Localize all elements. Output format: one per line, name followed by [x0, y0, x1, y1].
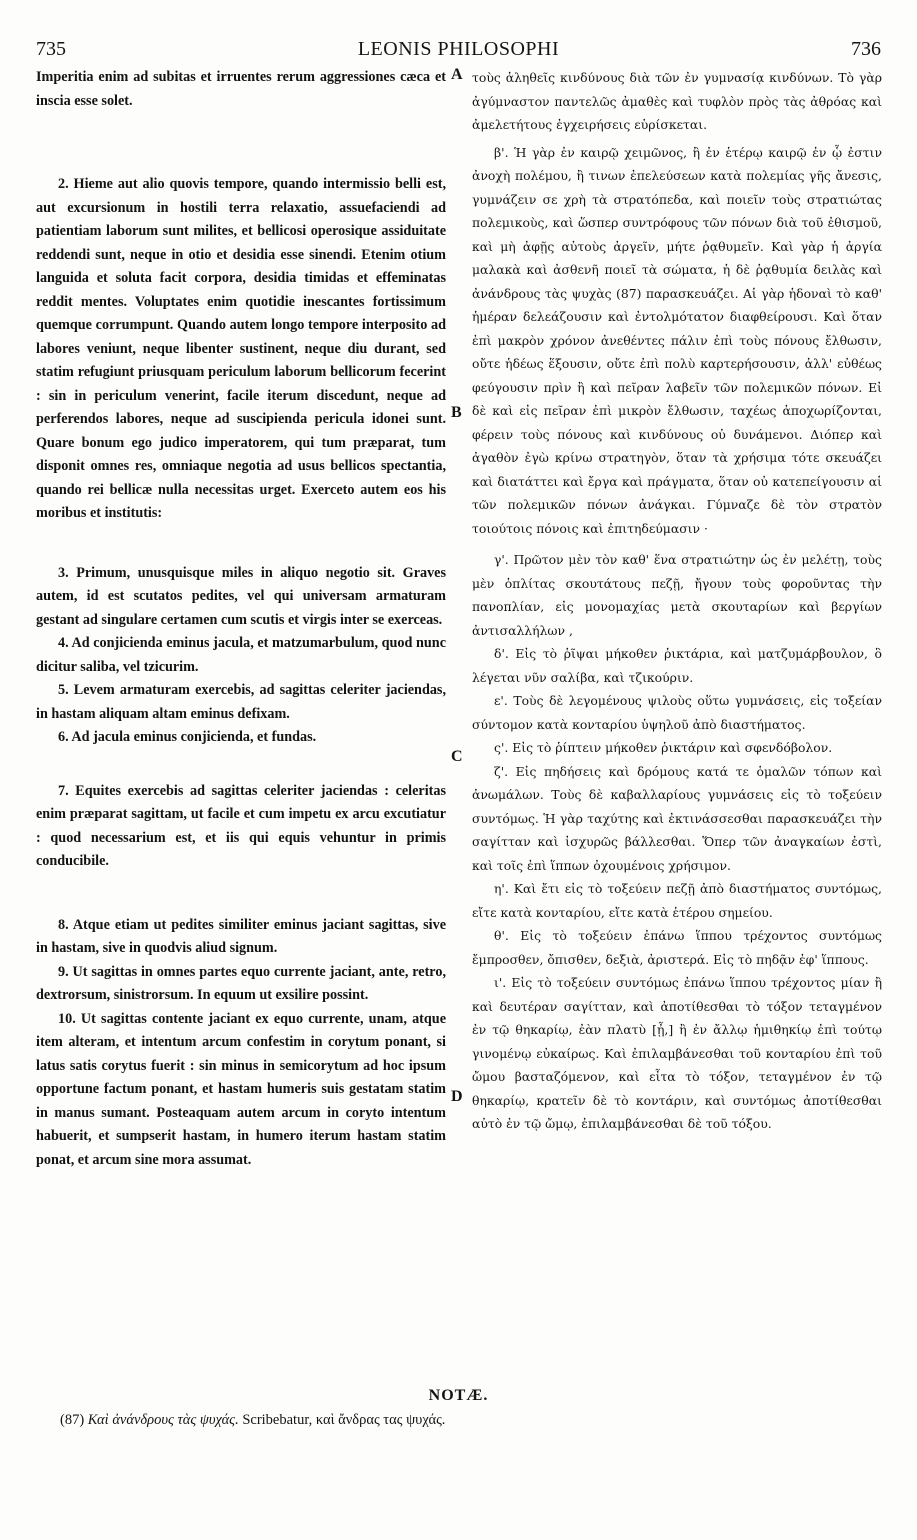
latin-paragraph-5: 5. Levem armaturam exercebis, ad sagittas celeriter jaciendas, in hastam aliquam altam eminus defixam.: [36, 682, 446, 722]
footnote-lemma: Καὶ ἀνάνδρους τὰς ψυχάς.: [87, 1412, 239, 1428]
notes-title: NOTÆ.: [428, 1387, 489, 1404]
latin-column: [36, 66, 446, 1172]
greek-paragraph-0: τοὺς ἀληθεῖς κινδύνους διὰ τῶν ἐν γυμνασίᾳ κινδύνων. Τὸ γὰρ ἀγύμναστον παντελῶς ἀμαθὲς καὶ τυφλὸν πρὸς τὰς ἀθρόας καὶ ἀμελετήτους ἐγχειρήσεις εὑρίσκεται.: [472, 70, 882, 132]
greek-paragraph-4: δ'. Εἰς τὸ ῥῖψαι μήκοθεν ῥικτάρια, καὶ ματζυμάρβουλον, ὃ λέγεται νῦν σαλίβα, καὶ τζικούριν.: [472, 646, 882, 685]
footnote-number: (87): [60, 1412, 85, 1428]
latin-paragraph-0: Imperitia enim ad subitas et irruentes rerum aggressiones cæca et inscia esse solet.: [36, 69, 446, 109]
right-page-number: 736: [851, 38, 881, 60]
margin-letter-b: B: [451, 404, 462, 421]
greek-paragraph-5: ε'. Τοὺς δὲ λεγομένους ψιλοὺς οὕτω γυμνάσεις, εἰς τοξείαν σύντομον κατὰ κονταρίου ὑψηλοῦ ἀπὸ διαστήματος.: [472, 693, 882, 732]
latin-paragraph-4: 4. Ad conjicienda eminus jacula, et matzumarbulum, quod nunc dicitur saliba, vel tzicurim.: [36, 635, 446, 675]
latin-paragraph-8: 8. Atque etiam ut pedites similiter eminus jaciant sagittas, sive in hastam, sive in quodvis aliud signum.: [36, 916, 446, 956]
greek-paragraph-2: β'. Ἡ γὰρ ἐν καιρῷ χειμῶνος, ἢ ἐν ἑτέρῳ καιρῷ ἐν ᾧ ἐστιν ἀνοχὴ πολέμου, ἢ τινων ἐπελεύσεων κατὰ πολεμίας γῆς ἄνεσις, γυμνάζειν σε χρὴ τὰ στρατόπεδα, καὶ ποιεῖν τοὺς στρατιώτας πολεμικοὺς, καὶ ὥσπερ συντρόφους τῶν πόνων διὰ τοῦ ἐθισμοῦ, καὶ μὴ ἀφῇς αὐτοὺς ἀργεῖν, μήτε ῥᾳθυμεῖν. Καὶ γὰρ ἡ ἀργία μαλακὰ καὶ ἀσθενῆ ποιεῖ τὰ σώματα, ἡ δὲ ῥᾳθυμία δειλὰς καὶ ἀνάνδρους τὰς ψυχὰς (87) παρασκευάζει. Αἱ γὰρ ἡδοναὶ τὸ καθ' ἡμέραν δελεάζουσιν καὶ ἐντολμότατον διαφθείρουσι. Καὶ ὅταν ἐπὶ μακρὸν χρόνον ἀνεθέντες πάλιν ἐπὶ τοὺς πόνους ἔλθωσιν, οὔτε ἡδέως ἕξουσιν, οὔτε ἐπὶ πολὺ καρτερήσουσιν, ἀλλ' εὐθέως φεύγουσιν πρὶν ἢ καὶ πεῖραν λαβεῖν τῶν πολεμικῶν πόνων. Εἰ δὲ καὶ εἰς πεῖραν ἐπὶ μικρὸν ἔλθωσιν, ταχέως ἀποχωρίζονται, φέρειν τοὺς πόνους καὶ κινδύνους οὐ δυνάμενοι. Διόπερ καὶ ἀγαθὸν ἐγὼ κρίνω στρατηγὸν, ὅταν τὰ χρήσιμα τότε σκευάζει καὶ διατάττει καὶ ἔργα καὶ πράγματα, ὅταν οὐ κατεπείγουσιν αἱ τῶν πολεμικῶν πόνων ἀνάγκαι. Γύμναζε δὲ τὸν στρατὸν τοιούτοις πόνοις καὶ ἐπιτηδεύμασιν ·: [472, 144, 882, 536]
running-title: LEONIS PHILOSOPHI: [357, 38, 560, 60]
greek-paragraph-9: θ'. Εἰς τὸ τοξεύειν ἐπάνω ἵππου τρέχοντος συντόμως ἔμπροσθεν, ὄπισθεν, δεξιὰ, ἀριστερά. Εἰς τὸ πηδᾷν ἐφ' ἵππους.: [472, 928, 882, 967]
greek-paragraph-8: η'. Καὶ ἔτι εἰς τὸ τοξεύειν πεζῇ ἀπὸ διαστήματος συντόμως, εἴτε κατὰ κονταρίου, εἴτε κατὰ ἑτέρου σημείου.: [472, 881, 882, 920]
latin-paragraph-9: 9. Ut sagittas in omnes partes equo currente jaciant, ante, retro, dextrorsum, sinistrorsum. In equum ut exsilire possint.: [36, 963, 446, 1003]
running-header: [36, 38, 881, 64]
latin-paragraph-7: 7. Equites exercebis ad sagittas celeriter jaciendas : celeritas enim præparat sagittam, ut facile et cum impetu ex arcu excutiatur : quod necessarium est, et iis qui equis vehuntur in primis conducibile.: [36, 782, 446, 869]
margin-letter-c: C: [451, 748, 463, 765]
margin-letter-d: D: [451, 1088, 463, 1105]
footnote-text: Scribebatur, καὶ ἄνδρας τας ψυχάς.: [242, 1412, 446, 1428]
latin-paragraph-6: 6. Ad jacula eminus conjicienda, et fundas.: [58, 729, 317, 745]
greek-paragraph-6: ς'. Εἰς τὸ ῥίπτειν μήκοθεν ῥικτάριν καὶ σφενδόβολον.: [494, 740, 833, 755]
greek-paragraph-7: ζ'. Εἰς πηδήσεις καὶ δρόμους κατά τε ὁμαλῶν τόπων καὶ ἀνωμάλων. Τοὺς δὲ καβαλλαρίους γυμνάσεις εἰς τὸ τοξεύειν συντόμως. Ἡ γὰρ ταχύτης καὶ ἐκτινάσσεσθαι παρασκευάζει τὴν σαγίτταν καὶ ἰσχυρῶς βάλλεσθαι. Ὅπερ τῶν ἀναγκαίων ἐστὶ, καὶ τοῖς ἐπὶ ἵππων ὀχουμένοις χρήσιμον.: [472, 763, 882, 873]
greek-paragraph-3: γ'. Πρῶτον μὲν τὸν καθ' ἕνα στρατιώτην ὡς ἐν μελέτῃ, τοὺς μὲν ὁπλίτας σκουτάτους πεζῇ, ἤγουν τοὺς φοροῦντας τὴν πανοπλίαν, εἰς μονομαχίας μετὰ σκουταρίων καὶ βεργίων ἀντισαλλήλων ,: [472, 552, 882, 638]
margin-letter-a: A: [451, 66, 463, 83]
left-page-number: 735: [36, 38, 66, 60]
greek-paragraph-10: ι'. Εἰς τὸ τοξεύειν συντόμως ἐπάνω ἵππου τρέχοντος μίαν ἢ καὶ δευτέραν σαγίτταν, καὶ ἀποτίθεσθαι τὸ τόξον τεταγμένον ἐν τῷ θηκαρίῳ, ἐὰν πλατὺ [ᾖ,] ἢ ἐν ἄλλῳ ἡμιθηκίῳ ἐπὶ τούτῳ γινομένῳ εὐκαίρως. Καὶ ἐπιλαμβάνεσθαι τοῦ κονταρίου ἐπὶ τοῦ ὤμου βασταζόμενον, καὶ εἶτα τὸ τόξον, τεταγμένον ἐν τῷ θηκαρίῳ, κρατεῖν δὲ τὸ κοντάριν, καὶ συντόμως ἀποτίθεσθαι αὐτὸ ἐν τῷ ὤμῳ, ἐπιλαμβάνεσθαι δὲ τοῦ τόξου.: [472, 975, 882, 1131]
footnote-87: [60, 1412, 900, 1429]
greek-column: [472, 66, 882, 1136]
latin-paragraph-10: 10. Ut sagittas contente jaciant ex equo currente, unam, atque item alteram, et intentum arcum confestim in corytum ponant, si latus satis corytus fuerit : sin minus in semicorytum ad hoc ipsum opportune factum ponant, et hastam humeris suis gestatam statim in manus sumant. Posteaquam autem arcum in coryto intentum habuerit, et sumpserit hastam, in humero iterum hastam statim ponat, et arcum sine mora assumat.: [36, 1010, 446, 1168]
latin-paragraph-3: 3. Primum, unusquisque miles in aliquo negotio sit. Graves autem, id est scutatos pedites, vel qui universam armaturam gestant ad singulare certamen cum scutis et virgis inter se exerceas.: [36, 564, 446, 628]
latin-paragraph-2: 2. Hieme aut alio quovis tempore, quando intermissio belli est, aut excursionum in hostili terra relaxatio, assuefaciendi ad patientiam laborum sunt milites, et bellicosi operosique assiduitate reddendi sunt, neque in otio et desidia esse sinendi. Etenim otium languida et soluta facit corpora, desidia timidas et effeminatas reddit mentes. Voluptates enim quotidie inescantes fortissimum quemque corrumpunt. Quando autem longo tempore interposito ad labores veniunt, neque libenter sustinent, neque diu durant, sed statim refugiunt priusquam periculum laborum bellicorum fecerint : sin in periculum venerint, facile iterum discedunt, neque ad perferendos labores, neque ad suscipienda pericula idonei sunt. Quare bonum ego judico imperatorem, qui tum præparat, tum disponit omnes res, omniaque negotia ad usus bellicos spectantia, quando rei bellicæ nulla necessitas urget. Exerceto autem eos his moribus et institutis:: [36, 176, 446, 521]
